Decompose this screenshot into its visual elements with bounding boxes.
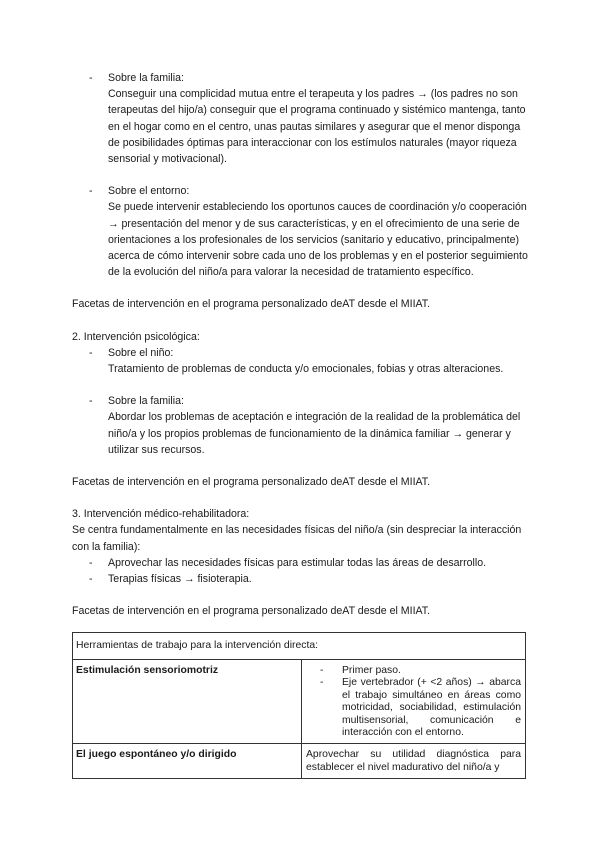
tools-table bbox=[72, 632, 526, 779]
figure-caption: Facetas de intervención en el programa personalizado deAT desde el MIIAT. bbox=[72, 605, 431, 618]
list-item-nino bbox=[72, 345, 528, 377]
list-item bbox=[72, 555, 528, 571]
item-text: Eje vertebrador (+ <2 años) → abarca el trabajo simultáneo en áreas como motricidad, sociabilidad, estimulación multisensorial, comunicación e interacción con el entorno. bbox=[342, 677, 521, 738]
bullet-dash: - bbox=[89, 556, 93, 569]
list-item bbox=[306, 677, 521, 739]
bullet-dash: - bbox=[320, 664, 324, 676]
item-title: Sobre la familia: bbox=[108, 395, 184, 408]
table-row bbox=[73, 659, 526, 743]
row-label: Estimulación sensoriomotriz bbox=[73, 659, 302, 743]
item-title: Sobre el niño: bbox=[108, 346, 174, 359]
section-heading: 3. Intervención médico-rehabilitadora: bbox=[72, 508, 250, 521]
item-text: Primer paso. bbox=[342, 664, 401, 676]
item-title: Sobre el entorno: bbox=[108, 185, 190, 198]
section-heading: 2. Intervención psicológica: bbox=[72, 330, 200, 343]
row-list bbox=[306, 665, 521, 739]
figure-caption: Facetas de intervención en el programa personalizado deAT desde el MIIAT. bbox=[72, 476, 431, 489]
figure-caption: Facetas de intervención en el programa personalizado deAT desde el MIIAT. bbox=[72, 298, 431, 311]
item-body: Conseguir una complicidad mutua entre el terapeuta y los padres → (los padres no son terapeutas del hijo/a) conseguir que el programa continuado y sistémico mantenga, tanto en el hogar como en el centro, unas pautas similares y asegurar que el menor disponga de posibilidades óptimas para interaccionar con los estímulos naturales (mayor riqueza sensorial y motivacional). bbox=[108, 88, 526, 166]
bullet-dash: - bbox=[89, 346, 93, 359]
table-header-cell: Herramientas de trabajo para la intervención directa: bbox=[73, 633, 526, 659]
bullet-dash: - bbox=[320, 677, 324, 689]
list-item bbox=[306, 665, 521, 677]
bullet-dash: - bbox=[89, 185, 93, 198]
row-label: El juego espontáneo y/o dirigido bbox=[73, 744, 302, 779]
item-body: Aprovechar las necesidades físicas para estimular todas las áreas de desarrollo. bbox=[108, 556, 487, 569]
item-title: Sobre la familia: bbox=[108, 72, 184, 84]
section-intro: Se centra fundamentalmente en las necesidades físicas del niño/a (sin despreciar la interacción con la familia): bbox=[72, 524, 522, 553]
row-content bbox=[302, 659, 526, 743]
item-body: Abordar los problemas de aceptación e integración de la realidad de la problemática del niño/a y los propios problemas de funcionamiento de la dinámica familiar → generar y utilizar sus recursos. bbox=[108, 411, 521, 456]
list-item-familia-psico bbox=[72, 393, 528, 458]
table-header-row bbox=[73, 633, 526, 659]
bullet-dash: - bbox=[89, 72, 93, 84]
item-body: Se puede intervenir estableciendo los oportunos cauces de coordinación y/o cooperación → presentación del menor y de sus características, y en el ofrecimiento de una serie de orientaciones a los profesionales de los servicios (sanitario y educativo, principalmente) acerca de cómo intervenir sobre cada uno de los problemas y en el posterior seguimiento de la evolución del niño/a para valorar la necesidad de tratamiento específico. bbox=[108, 201, 528, 279]
bullet-dash: - bbox=[89, 395, 93, 408]
list-item-familia bbox=[72, 70, 528, 167]
item-body: Terapias físicas → fisioterapia. bbox=[108, 573, 252, 586]
row-content: Aprovechar su utilidad diagnóstica para establecer el nivel madurativo del niño/a y bbox=[302, 744, 526, 779]
bullet-dash: - bbox=[89, 573, 93, 586]
list-item bbox=[72, 571, 528, 587]
list-item-entorno bbox=[72, 183, 528, 280]
document-page bbox=[72, 70, 528, 779]
table-row bbox=[73, 744, 526, 779]
item-body: Tratamiento de problemas de conducta y/o emocionales, fobias y otras alteraciones. bbox=[108, 363, 504, 376]
